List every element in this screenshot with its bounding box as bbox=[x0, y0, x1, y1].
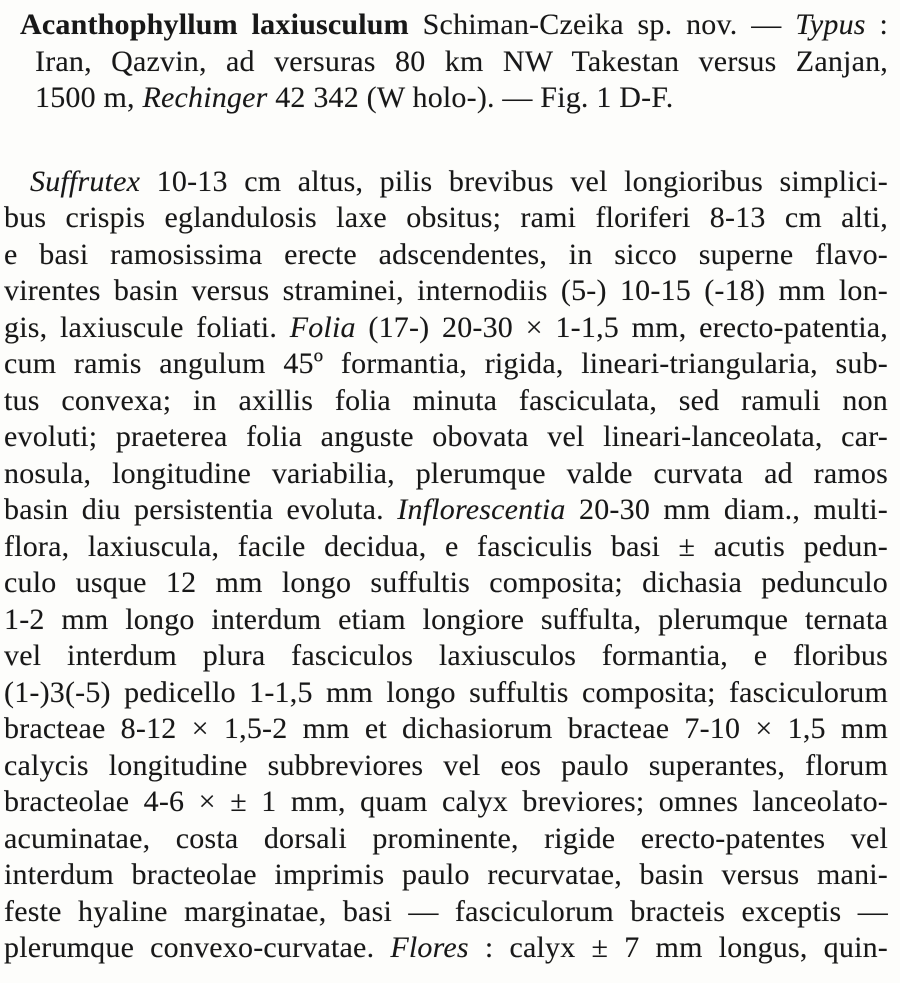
species-description bbox=[4, 164, 888, 967]
latin-term: Suffrutex bbox=[30, 164, 141, 198]
text-segment: nosula, longitudine variabilia, plerumque valde curvata ad ramos bbox=[4, 456, 888, 490]
text-segment: acuminatae, costa dorsali prominente, rigide erecto-patentes vel bbox=[4, 821, 888, 855]
text-line bbox=[4, 857, 888, 894]
text-segment: flora, laxiuscula, facile decidua, e fasciculis basi ± acutis pedun- bbox=[4, 529, 888, 563]
latin-term: Inflorescentia bbox=[397, 493, 566, 526]
text-segment: evoluti; praeterea folia anguste obovata vel lineari-lanceolata, car- bbox=[4, 420, 888, 453]
text-segment: plerumque convexo-curvatae. bbox=[4, 931, 391, 964]
text-line bbox=[30, 164, 888, 201]
text-line bbox=[4, 529, 888, 566]
text-line bbox=[4, 602, 888, 639]
species-heading bbox=[4, 7, 888, 117]
text-line bbox=[4, 565, 888, 602]
text-segment: feste hyaline marginatae, basi — fasciculorum bracteis exceptis — bbox=[4, 894, 888, 928]
latin-term: Rechinger bbox=[142, 81, 268, 114]
text-line bbox=[4, 711, 888, 748]
text-line bbox=[4, 894, 888, 931]
text-line bbox=[4, 346, 888, 383]
text-segment: (1-)3(-5) pedicello 1-1,5 mm longo suffultis composita; fasciculorum bbox=[4, 675, 888, 709]
text-segment: 20-30 mm diam., multi- bbox=[565, 493, 888, 526]
text-segment: vel interdum plura fasciculos laxiusculos formantia, e floribus bbox=[4, 639, 888, 672]
text-line bbox=[4, 784, 888, 821]
text-segment: bracteolae 4-6 × ± 1 mm, quam calyx breviores; omnes lanceolato- bbox=[4, 785, 888, 818]
text-segment: cum ramis angulum 45º formantia, rigida, lineari-triangularia, sub- bbox=[4, 347, 888, 380]
text-segment: Iran, Qazvin, ad versuras 80 km NW Takestan versus Zanjan, bbox=[35, 44, 888, 78]
text-segment: basin diu persistentia evoluta. bbox=[4, 493, 398, 526]
text-segment: Schiman-Czeika sp. nov. — bbox=[408, 8, 796, 41]
text-segment: virentes basin versus straminei, internodiis (5-) 10-15 (-18) mm lon- bbox=[4, 274, 888, 307]
text-segment: bus crispis eglandulosis laxe obsitus; rami floriferi 8-13 cm alti, bbox=[4, 201, 888, 234]
text-segment: : bbox=[865, 8, 888, 41]
text-segment: 10-13 cm altus, pilis brevibus vel longioribus simplici- bbox=[140, 164, 888, 198]
text-line bbox=[4, 675, 888, 712]
text-line bbox=[4, 237, 888, 274]
text-line bbox=[4, 930, 888, 967]
text-segment: interdum bracteolae imprimis paulo recurvatae, basin versus mani- bbox=[4, 858, 888, 891]
text-line bbox=[4, 638, 888, 675]
text-segment: culo usque 12 mm longo suffultis composita; dichasia pedunculo bbox=[4, 566, 888, 599]
text-line bbox=[35, 44, 888, 81]
text-line bbox=[4, 273, 888, 310]
text-segment: e basi ramosissima erecte adscendentes, in sicco superne flavo- bbox=[4, 237, 888, 271]
text-line bbox=[4, 456, 888, 493]
text-line bbox=[4, 821, 888, 858]
text-line bbox=[4, 310, 888, 347]
text-segment: calycis longitudine subbreviores vel eos paulo superantes, florum bbox=[4, 748, 888, 782]
text-line bbox=[4, 200, 888, 237]
text-line bbox=[35, 80, 888, 117]
latin-term: Folia bbox=[289, 310, 356, 344]
page-text bbox=[4, 7, 888, 967]
text-segment: gis, laxiuscule foliati. bbox=[4, 310, 290, 344]
text-segment: 1-2 mm longo interdum etiam longiore suffulta, plerumque ternata bbox=[4, 602, 888, 636]
text-segment: 1500 m, bbox=[35, 81, 143, 114]
text-segment: : calyx ± 7 mm longus, quin- bbox=[468, 931, 888, 964]
text-line bbox=[20, 7, 888, 44]
text-line bbox=[4, 492, 888, 529]
latin-term: Typus bbox=[795, 8, 866, 41]
text-segment: (17-) 20-30 × 1-1,5 mm, erecto-patentia, bbox=[355, 310, 888, 344]
text-segment: tus convexa; in axillis folia minuta fasciculata, sed ramuli non bbox=[4, 383, 888, 417]
text-line bbox=[4, 383, 888, 420]
text-line bbox=[4, 419, 888, 456]
text-line bbox=[4, 748, 888, 785]
text-segment: bracteae 8-12 × 1,5-2 mm et dichasiorum bracteae 7-10 × 1,5 mm bbox=[4, 712, 888, 745]
text-segment: 42 342 (W holo-). — Fig. 1 D-F. bbox=[267, 81, 674, 114]
taxon-name: Acanthophyllum laxiusculum bbox=[20, 8, 409, 41]
latin-term: Flores bbox=[390, 931, 469, 964]
